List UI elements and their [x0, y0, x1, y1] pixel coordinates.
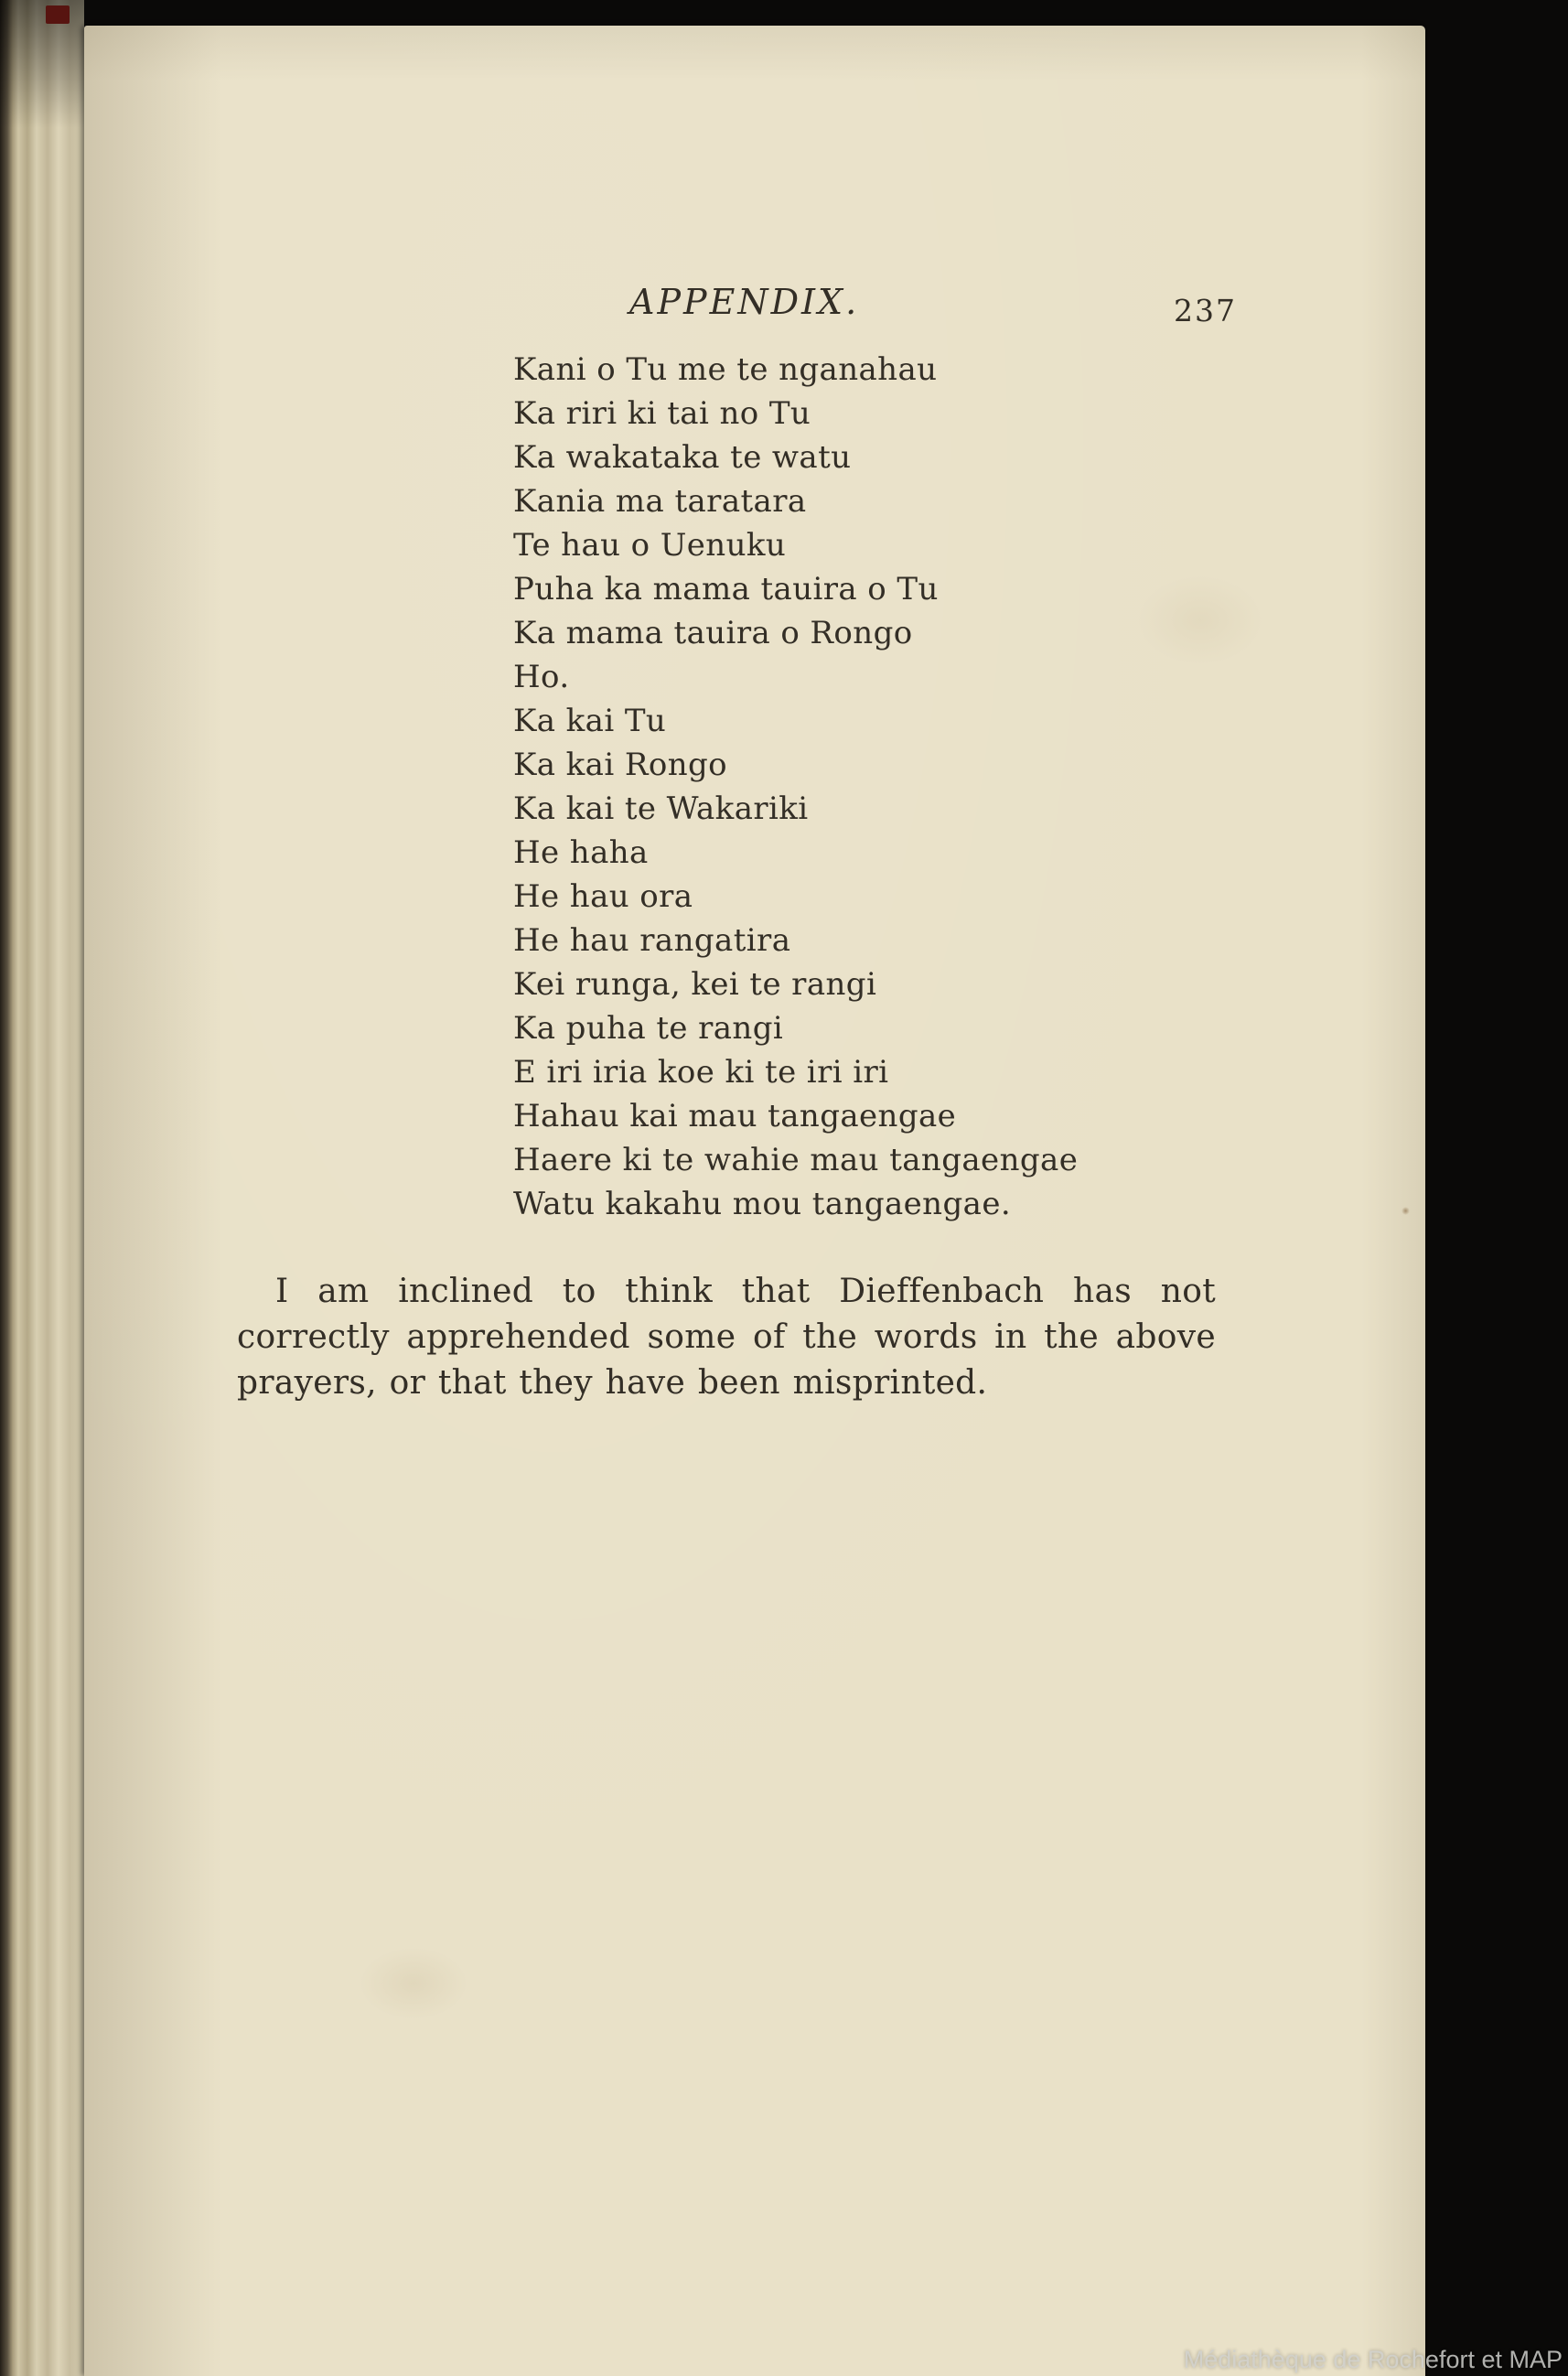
- poem-line: He hau rangatira: [513, 922, 791, 959]
- poem-line: Ho.: [513, 659, 570, 695]
- page-heading: APPENDIX.: [629, 282, 860, 322]
- poem-line: Puha ka mama tauira o Tu: [513, 571, 939, 607]
- paper-stain: [1136, 575, 1264, 666]
- poem-line: Ka kai Rongo: [513, 747, 728, 783]
- poem-line: Watu kakahu mou tangaengae.: [513, 1186, 1012, 1222]
- poem-line: Ka puha te rangi: [513, 1010, 784, 1047]
- paper-stain: [1402, 1207, 1410, 1215]
- prayer-text-block: [513, 348, 1078, 1226]
- cover-corner-mark: [46, 5, 70, 24]
- book-spine-page-edges: [0, 0, 84, 2376]
- page-number: 237: [1174, 293, 1237, 328]
- poem-line: E iri iria koe ki te iri iri: [513, 1054, 889, 1091]
- poem-line: Ka mama tauira o Rongo: [513, 615, 913, 651]
- commentary-paragraph: I am inclined to think that Dieffenbach has not correctly apprehended some of the words in the above prayers, or that they have been misprinted.: [237, 1273, 1216, 1402]
- poem-line: Ka kai Tu: [513, 703, 667, 739]
- poem-line: Kania ma taratara: [513, 483, 807, 520]
- poem-line: Ka riri ki tai no Tu: [513, 395, 811, 432]
- poem-line: Kei runga, kei te rangi: [513, 966, 877, 1003]
- poem-line: Te hau o Uenuku: [513, 527, 787, 564]
- library-watermark: Médiathèque de Rochefort et MAP: [1183, 2346, 1563, 2373]
- poem-line: Haere ki te wahie mau tangaengae: [513, 1142, 1079, 1178]
- page-paper: [84, 26, 1425, 2376]
- poem-line: Hahau kai mau tangaengae: [513, 1098, 957, 1134]
- poem-line: He hau ora: [513, 878, 693, 915]
- poem-line: Ka wakataka te watu: [513, 439, 852, 476]
- paper-stain: [359, 1947, 468, 2020]
- poem-line: Ka kai te Wakariki: [513, 790, 809, 827]
- poem-line: Kani o Tu me te nganahau: [513, 351, 938, 388]
- poem-line: He haha: [513, 834, 649, 871]
